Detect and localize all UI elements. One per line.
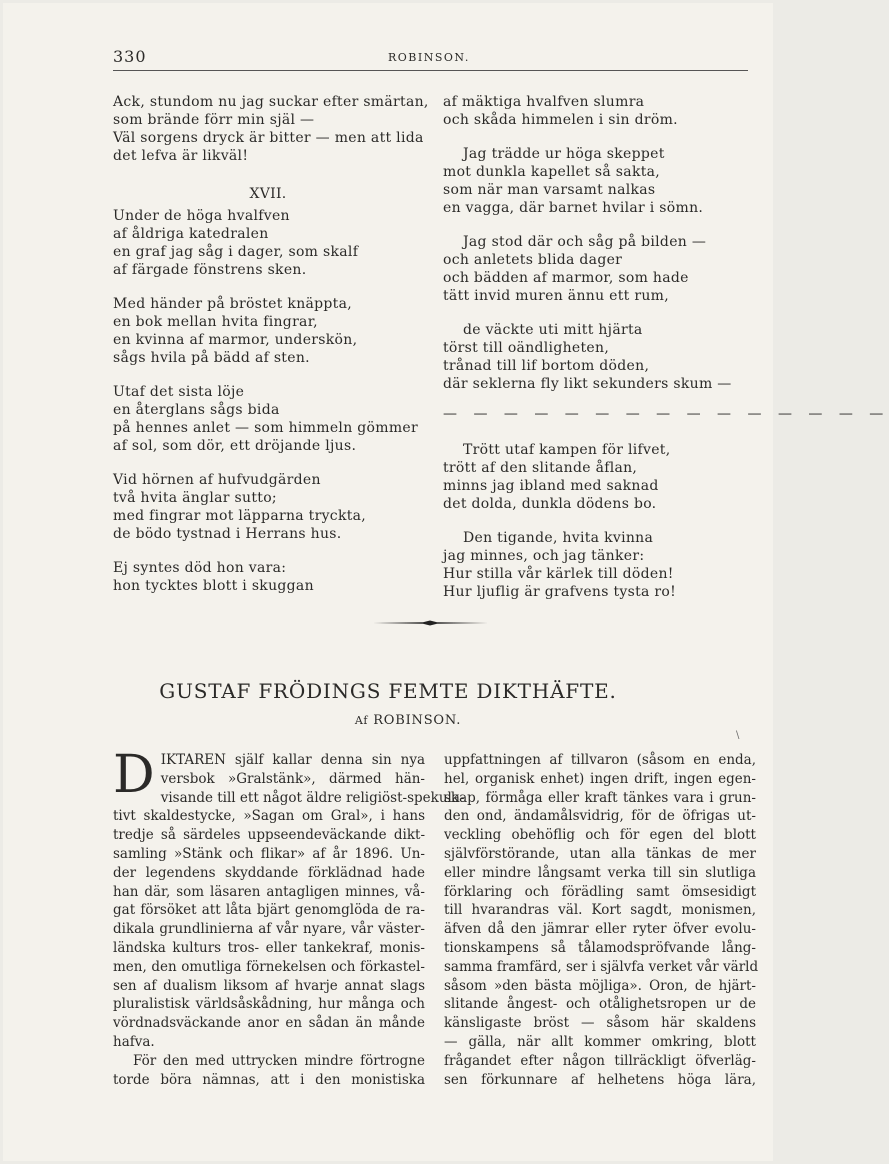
poem-line: Hur stilla vår kärlek till döden! [443,566,674,582]
poem-line: där seklerna fly likt sekunders skum — [443,376,732,392]
text-line: torde böra nämnas, att i den monistiska [113,1071,425,1088]
article-right-column [444,751,759,1089]
poem-line: Ack, stundom nu jag suckar efter smärtan, [113,94,429,110]
poem-line: och bädden af marmor, som hade [443,270,689,286]
poem-line: Hur ljuflig är grafvens tysta ro! [443,584,677,600]
poem-line: Under de höga hvalfven [113,208,290,224]
poem-line: hon tycktes blott i skuggan [113,578,314,594]
text-line: känsligaste bröst — såsom här skaldens [444,1015,756,1032]
text-line: hel, organisk enhet) ingen drift, ingen egen- [444,770,756,787]
article-title: GUSTAF FRÖDINGS FEMTE DIKTHÄFTE. [159,679,617,703]
stanza [113,207,433,279]
poem-line: som brände förr min själ — [113,112,315,128]
section-number: XVII. [249,186,287,202]
stanza [443,93,753,129]
poem-line: Väl sorgens dryck är bitter — men att lida [113,130,424,146]
text-line: tredje så särdeles uppseendeväckande dikt- [113,827,425,844]
poem-line: trånad till lif bortom döden, [443,358,650,374]
poem-line: Jag stod där och såg på bilden — [463,234,707,250]
text-line: sen förkunnare af helhetens höga lära, [444,1071,756,1088]
poem-line: Med händer på bröstet knäppta, [113,296,353,312]
drop-cap: D [113,745,155,805]
text-line: tivt skaldestycke, »Sagan om Gral», i hans [113,808,425,825]
stanza [443,321,753,393]
text-line: eller mindre långsamt verka till sin slutliga [444,864,756,881]
text-line: samling »Stänk och flikar» af år 1896. Un- [113,845,425,862]
poem-line: af åldriga katedralen [113,226,269,242]
text-line: skap, förmåga eller kraft tänkes vara i grun- [444,789,756,806]
page-number: 330 [113,47,147,66]
text-line: gat försöket att låta bjärt genomglöda de ra- [113,902,425,919]
text-line: men, den omutliga förnekelsen och förkastel- [113,958,425,975]
stanza [443,233,753,305]
poem-line: Utaf det sista löje [113,384,245,400]
poem-line: mot dunkla kapellet så sakta, [443,164,661,180]
article-left-column [113,745,465,1089]
text-line: — gälla, när allt kommer omkring, blott [444,1033,756,1050]
poem-line: och anletets blida dager [443,252,623,268]
stanza [113,471,433,543]
text-line: samma framfärd, ser i självfa verket vår värld [444,958,759,975]
stanza [113,559,433,595]
poem-line: som när man varsamt nalkas [443,182,656,198]
poem-line: en kvinna af marmor, underskön, [113,332,358,348]
text-line: förklaring och förädling samt ömsesidigt [444,883,756,900]
poem-line: trött af den slitande åflan, [443,460,638,476]
text-line: slitande ångest- och otålighetsropen ur de [444,996,756,1013]
poem-line: jag minnes, och jag tänker: [443,548,645,564]
poem-line: med fingrar mot läpparna tryckta, [113,508,367,524]
poem-line: en graf jag såg i dager, som skalf [113,244,359,260]
text-line: veckling obehöflig och för egen del blott [444,827,756,844]
text-line: äfven då den jämrar eller ryter öfver evolu- [444,921,756,938]
text-line: frågandet efter någon tillräckligt öfverläg- [444,1052,756,1069]
poem-right-column [443,93,889,617]
poem-line: Jag trädde ur höga skeppet [463,146,665,162]
text-line: visande till ett något äldre religiöst-spekula- [160,789,465,806]
text-line: vördnadsväckande anor en sådan än månde [113,1015,425,1032]
dashed-separator: — — — — — — — — — — — — — — — [443,406,889,422]
poem-line: Den tigande, hvita kvinna [463,530,654,546]
poem-line: en återglans sågs bida [113,402,280,418]
poem-line: det lefva är likväl! [113,148,249,164]
poem-line: det dolda, dunkla dödens bo. [443,496,657,512]
page [3,3,889,1161]
stanza [113,93,433,165]
text-line: han där, som läsaren antagligen minnes, vå- [113,883,425,900]
header-rule [113,70,748,71]
text-line: der legendens skyddande förklädnad hade [113,864,425,881]
poem-line: af färgade fönstrens sken. [113,262,307,278]
poem-line: och skåda himmelen i sin dröm. [443,112,678,128]
poem-line: de väckte uti mitt hjärta [463,322,643,338]
poem-line: Trött utaf kampen för lifvet, [463,442,671,458]
byline [3,713,773,728]
running-title: ROBINSON. [388,51,470,64]
poem-line: en bok mellan hvita fingrar, [113,314,318,330]
text-line: tionskampens så tålamodspröfvande lång- [444,939,756,956]
stanza [113,383,433,455]
poem-line: två hvita änglar sutto; [113,490,277,506]
text-line: versbok »Gralstänk», därmed hän- [160,770,425,787]
byline-author: ROBINSON. [373,713,462,728]
text-line: den ond, ändamålsvidrig, för de öfrigas ut- [444,808,756,825]
byline-prefix: Af [354,714,369,727]
stanza [443,529,753,601]
poem-line: minns jag ibland med saknad [443,478,659,494]
poem-line: Ej syntes död hon vara: [113,560,287,576]
text-line: pluralistisk världsåskådning, hur många och [113,996,425,1013]
poem-line: sågs hvila på bädd af sten. [113,350,310,366]
stanza [443,441,753,513]
stanza [113,295,433,367]
text-line: sen af dualism liksom af hvarje annat slags [113,977,425,994]
poem-line: en vagga, där barnet hvilar i sömn. [443,200,704,216]
text-line: ländska kulturs tros- eller tankekraf, monis- [113,939,425,956]
poem-line: Vid hörnen af hufvudgärden [113,472,321,488]
text-line: dikala grundlinierna af vår nyare, vår väster- [113,921,425,938]
poem-left-column [113,93,433,611]
poem-line: de bödo tystnad i Herrans hus. [113,526,342,542]
text-line: IKTAREN själf kallar denna sin nya [160,752,425,768]
text-line: självförstörande, utan alla tänkas de mer [444,845,756,862]
text-line: såsom »den bästa möjliga». Oron, de hjärt- [444,977,756,994]
stanza [443,145,753,217]
poem-line: af sol, som dör, ett dröjande ljus. [113,438,357,454]
poem-line: på hennes anlet — som himmeln gömmer [113,420,418,436]
ornament-divider [373,620,488,626]
text-line: till hvarandras väl. Kort sagdt, monismen, [444,902,756,919]
poem-line: törst till oändligheten, [443,340,610,356]
stray-mark: \ [736,730,740,741]
poem-line: af mäktiga hvalfven slumra [443,94,645,110]
text-line: hafva. [113,1033,155,1050]
poem-line: tätt invid muren ännu ett rum, [443,288,669,304]
text-line: För den med uttrycken mindre förtrogne [133,1052,425,1069]
text-line: uppfattningen af tillvaron (såsom en enda, [444,752,756,768]
